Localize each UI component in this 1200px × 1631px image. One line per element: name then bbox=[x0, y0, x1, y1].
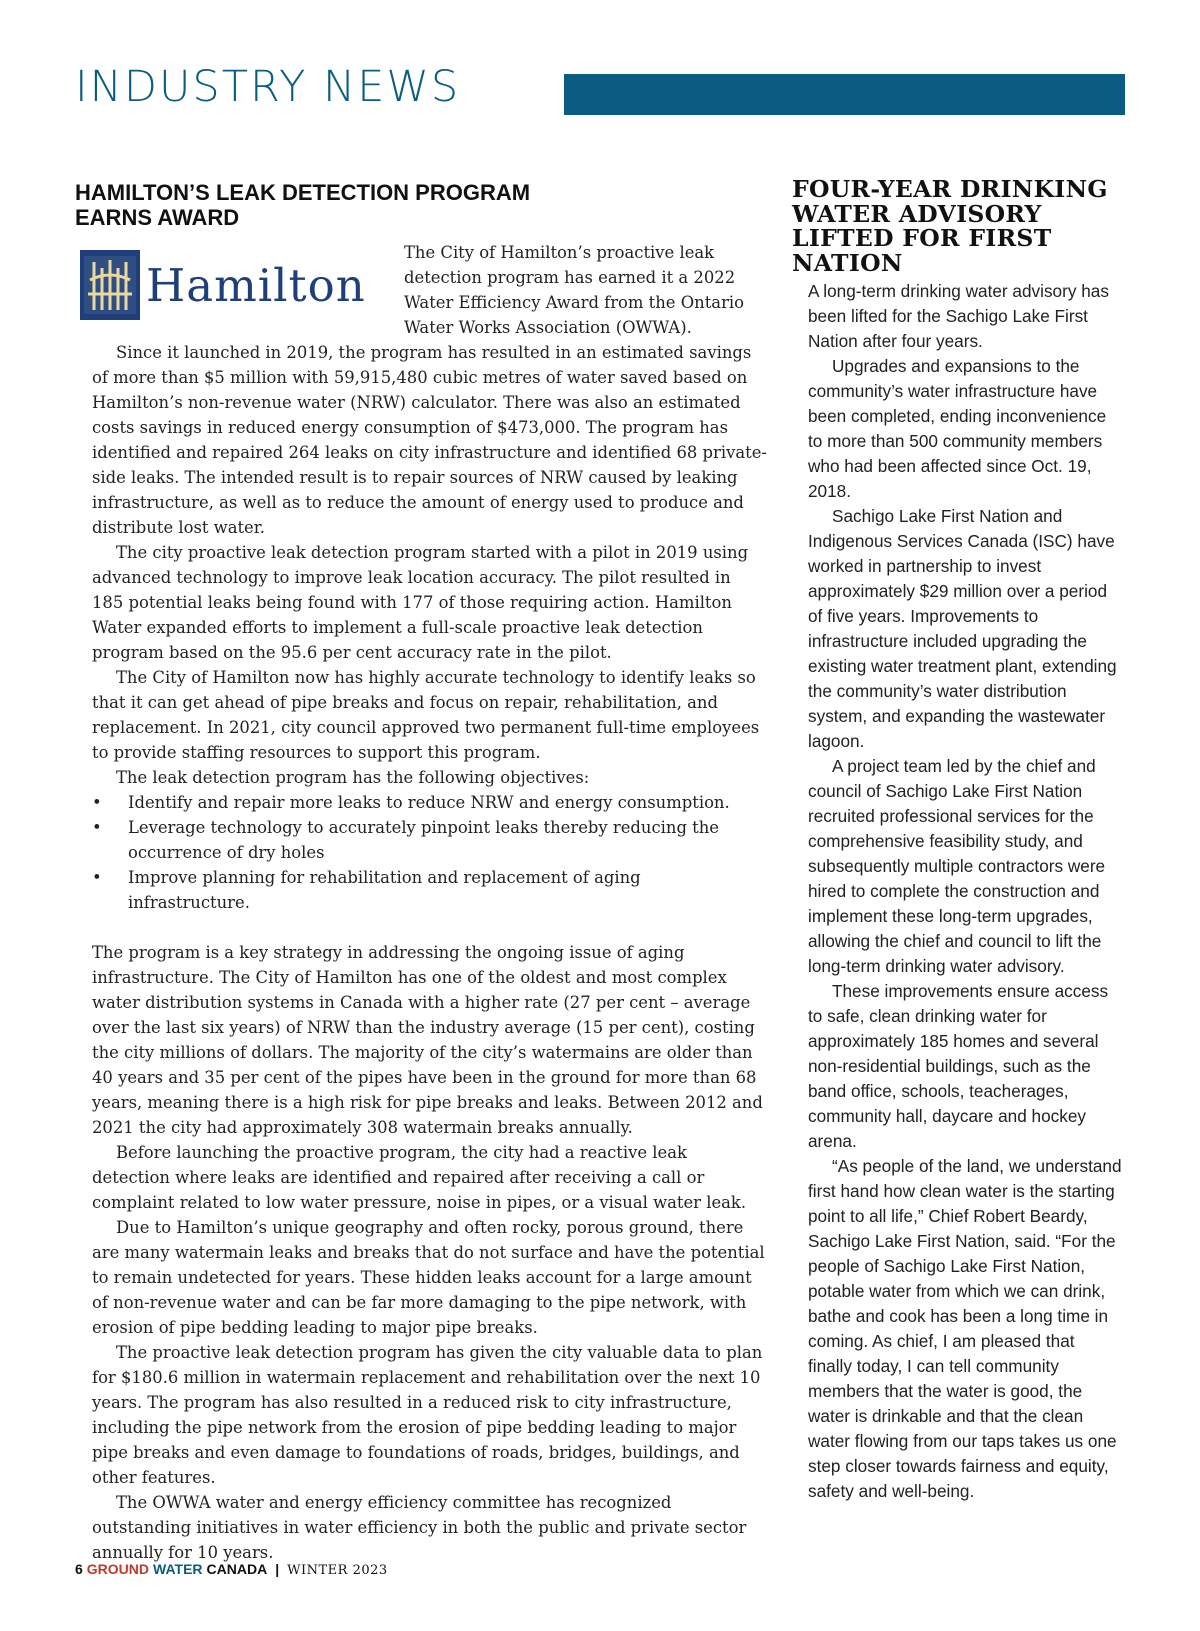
body-paragraph: Due to Hamilton’s unique geography and often rocky, porous ground, there are many watermain leaks and breaks that do not surface and have the potential to remain undetected for years. These hidden leaks account for a large amount of non-revenue water and can be far more damaging to the pipe network, with erosion of pipe bedding leading to major pipe breaks. bbox=[92, 1218, 765, 1337]
article-sachigo bbox=[792, 177, 1122, 1504]
body-paragraph: Upgrades and expansions to the community’s water infrastructure have been completed, ending inconvenience to more than 500 community members who had been affected since Oct. 19, 2018. bbox=[808, 356, 1107, 501]
hamilton-logo-wordmark: Hamilton bbox=[146, 258, 366, 312]
headline-line: EARNS AWARD bbox=[75, 205, 240, 230]
intro-paragraph: The City of Hamilton’s proactive leak detection program has earned it a 2022 Water Efficiency Award from the Ontario Water Works Association (OWWA). bbox=[404, 243, 745, 337]
body-paragraph: Since it launched in 2019, the program has resulted in an estimated savings of more than $5 million with 59,915,480 cubic metres of water saved based on Hamilton’s non-revenue water (NRW) calculator. There was also an estimated costs savings in reduced energy consumption of $473,000. The program has identified and repaired 264 leaks on city infrastructure and identified 68 private-side leaks. The intended result is to repair sources of NRW caused by leaking infrastructure, as well as to reduce the amount of energy used to produce and distribute lost water. bbox=[92, 343, 767, 537]
hamilton-crest-icon bbox=[80, 250, 140, 320]
headline-line: NATION bbox=[792, 248, 903, 277]
article-headline bbox=[75, 180, 635, 230]
publication-name-part: CANADA bbox=[206, 1561, 268, 1577]
article-hamilton bbox=[75, 180, 767, 1565]
headline-line: WATER ADVISORY bbox=[792, 199, 1042, 228]
body-paragraph: A long-term drinking water advisory has been lifted for the Sachigo Lake First Nation after four years. bbox=[808, 281, 1109, 351]
publication-name-part: GROUND bbox=[86, 1561, 150, 1577]
body-paragraph: The City of Hamilton now has highly accurate technology to identify leaks so that it can get ahead of pipe breaks and focus on repair, rehabilitation, and replacement. In 2021, city council approved two permanent full-time employees to provide staffing resources to support this program. bbox=[92, 668, 760, 762]
article-headline bbox=[792, 177, 1122, 275]
objectives-list bbox=[92, 790, 767, 915]
list-item: • Leverage technology to accurately pinpoint leaks thereby reducing the occurrence of dry holes bbox=[92, 815, 767, 865]
body-paragraph: Before launching the proactive program, the city had a reactive leak detection where leaks are identified and repaired after receiving a call or complaint related to low water pressure, noise in pipes, or a visual water leak. bbox=[92, 1143, 747, 1212]
issue-label: WINTER 2023 bbox=[287, 1563, 388, 1578]
body-paragraph: The leak detection program has the following objectives: bbox=[116, 768, 590, 787]
section-title-bar bbox=[564, 74, 1125, 115]
body-paragraph: The city proactive leak detection program started with a pilot in 2019 using advanced technology to improve leak location accuracy. The pilot resulted in 185 potential leaks being found with 177 of those requiring action. Hamilton Water expanded efforts to implement a full-scale proactive leak detection program based on the 95.6 per cent accuracy rate in the pilot. bbox=[92, 543, 749, 662]
list-item: • Improve planning for rehabilitation and replacement of aging infrastructure. bbox=[92, 865, 767, 915]
body-paragraph: These improvements ensure access to safe, clean drinking water for approximately 185 homes and several non-residential buildings, such as the band office, schools, teacherages, community hall, daycare and hockey arena. bbox=[808, 981, 1109, 1151]
list-item: • Identify and repair more leaks to reduce NRW and energy consumption. bbox=[92, 790, 767, 815]
publication-name-part: WATER bbox=[153, 1561, 203, 1577]
body-paragraph: A project team led by the chief and council of Sachigo Lake First Nation recruited professional services for the comprehensive feasibility study, and subsequently multiple contractors were hired to complete the construction and implement these long-term upgrades, allowing the chief and council to lift the long-term drinking water advisory. bbox=[808, 756, 1106, 976]
body-paragraph: The program is a key strategy in addressing the ongoing issue of aging infrastructure. The City of Hamilton has one of the oldest and most complex water distribution systems in Canada with a higher rate (27 per cent – average over the last six years) of NRW than the industry average (15 per cent), costing the city millions of dollars. The majority of the city’s watermains are older than 40 years and 35 per cent of the pipes have been in the ground for more than 68 years, meaning there is a high risk for pipe breaks and leaks. Between 2012 and 2021 the city had approximately 308 watermain breaks annually. bbox=[92, 943, 763, 1137]
page-number: 6 bbox=[75, 1561, 83, 1577]
hamilton-logo bbox=[80, 244, 390, 326]
article-body bbox=[792, 279, 1122, 1504]
page-footer bbox=[75, 1561, 388, 1578]
section-title: INDUSTRY NEWS bbox=[75, 62, 461, 112]
body-paragraph: The proactive leak detection program has given the city valuable data to plan for $180.6 million in watermain replacement and rehabilitation over the next 10 years. The program has also resulted in a reduced risk to city infrastructure, including the pipe network from the erosion of pipe bedding leading to major pipe breaks and even damage to foundations of roads, bridges, buildings, and other features. bbox=[92, 1343, 763, 1487]
headline-line: HAMILTON’S LEAK DETECTION PROGRAM bbox=[75, 180, 531, 205]
headline-line: LIFTED FOR FIRST bbox=[792, 224, 1052, 252]
body-paragraph: “As people of the land, we understand first hand how clean water is the starting point to all life,” Chief Robert Beardy, Sachigo Lake First Nation, said. “For the people of Sachigo Lake First Nation, potable water from which we can drink, bathe and cook has been a long time in coming. As chief, I am pleased that finally today, I can tell community members that the water is good, the water is drinkable and that the clean water flowing from our taps takes us one step closer towards fairness and equity, safety and well-being. bbox=[808, 1156, 1122, 1501]
article-body bbox=[92, 230, 767, 1565]
paragraph-spacer bbox=[92, 915, 767, 940]
body-paragraph: Sachigo Lake First Nation and Indigenous Services Canada (ISC) have worked in partnership to invest approximately $29 million over a period of five years. Improvements to infrastructure included upgrading the existing water treatment plant, extending the community’s water distribution system, and expanding the wastewater lagoon. bbox=[808, 506, 1117, 751]
body-paragraph: The OWWA water and energy efficiency committee has recognized outstanding initiatives in water efficiency in both the public and private sector annually for 10 years. bbox=[92, 1493, 747, 1562]
footer-separator: | bbox=[275, 1561, 280, 1577]
headline-line: FOUR-YEAR DRINKING bbox=[792, 175, 1108, 203]
